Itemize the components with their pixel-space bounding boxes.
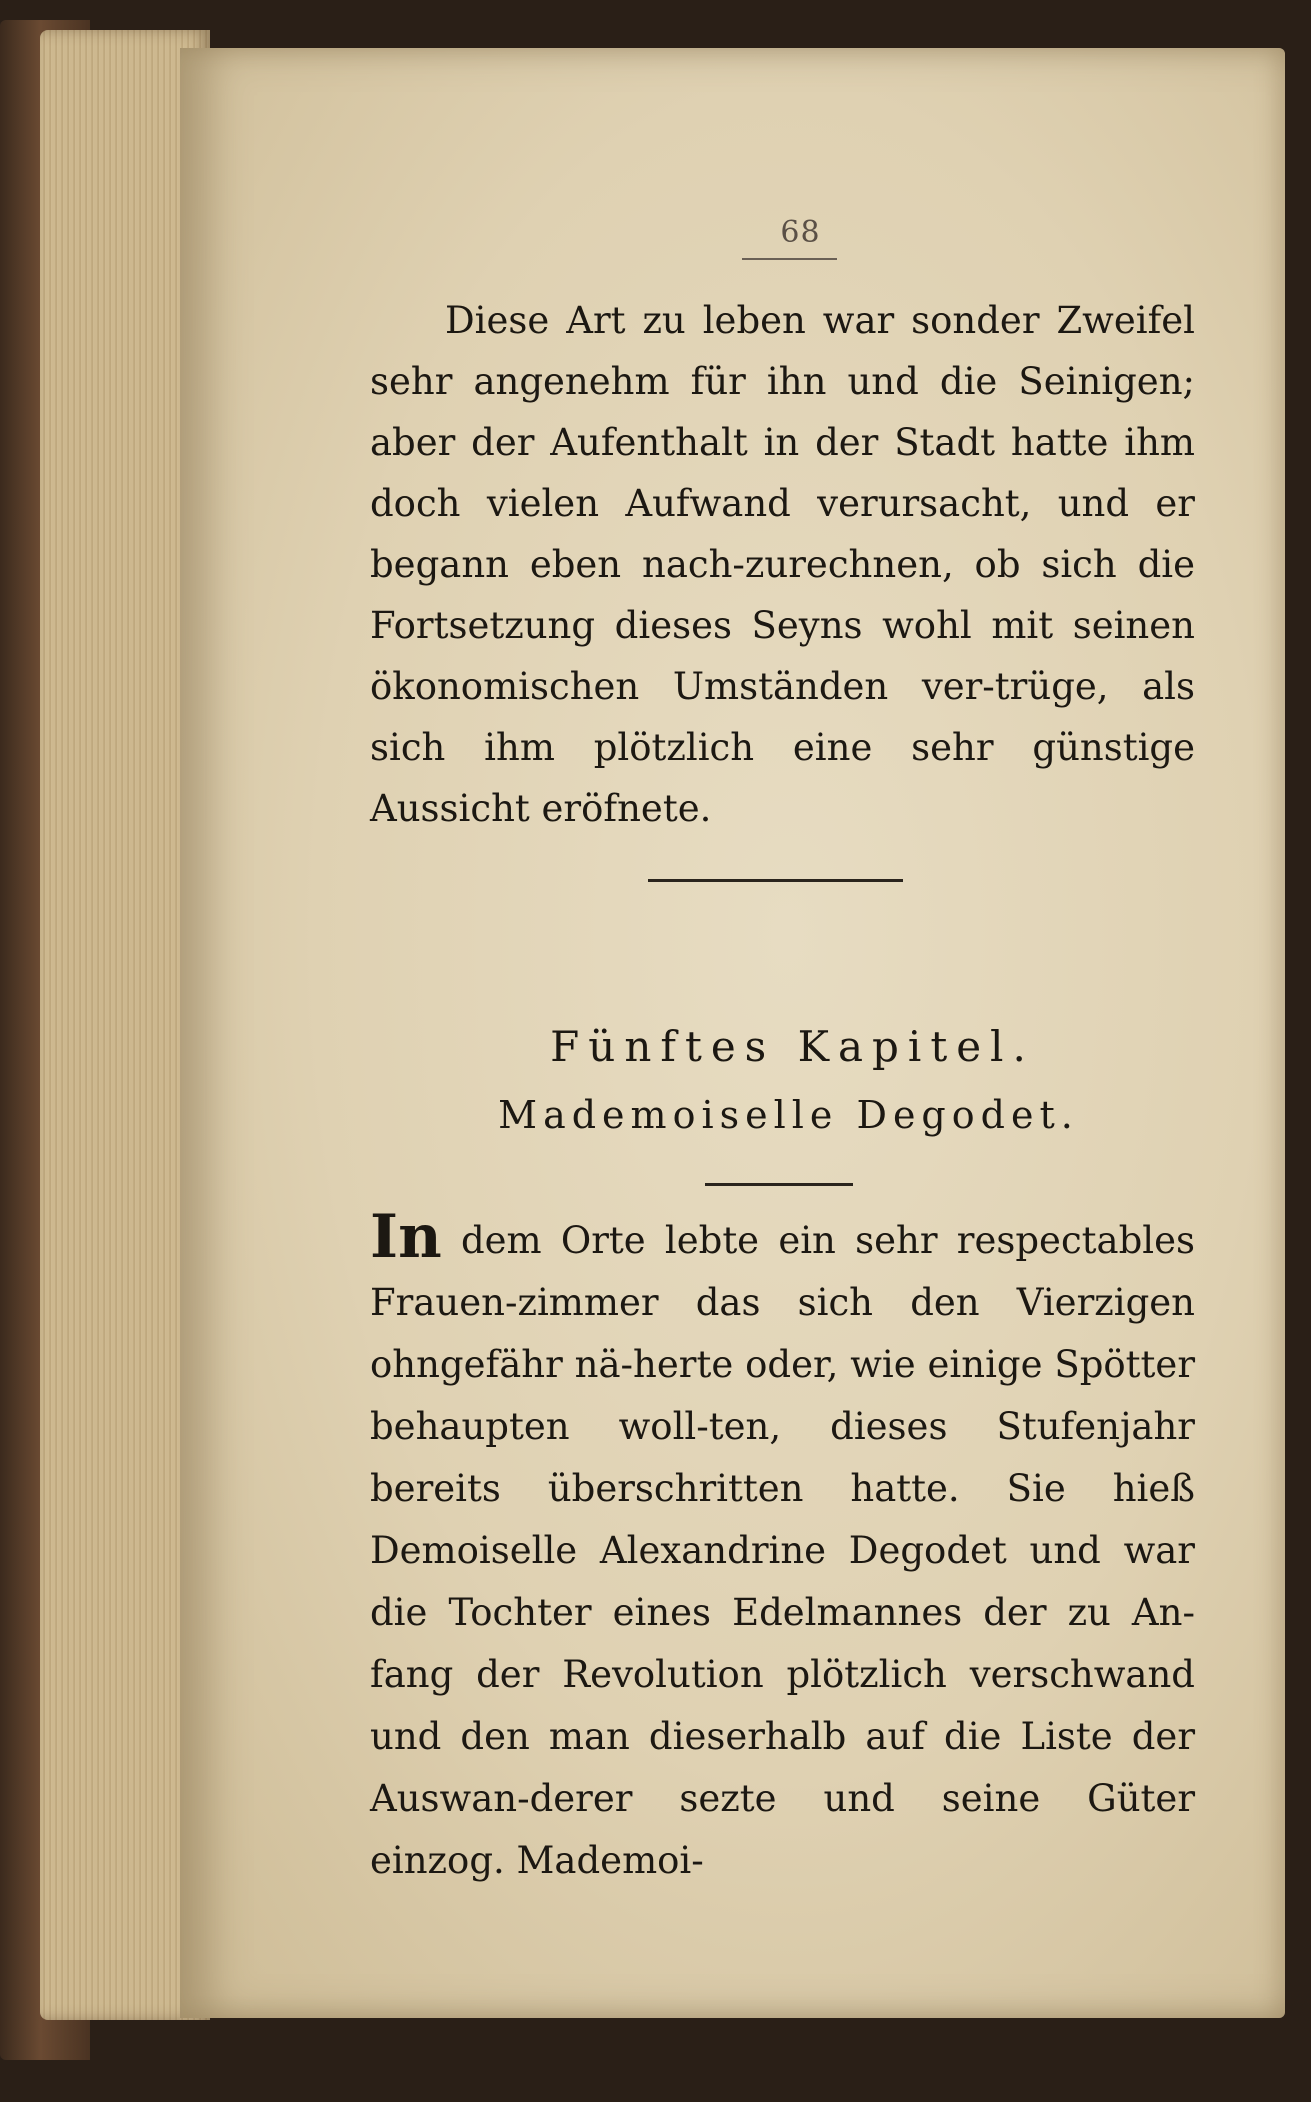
page-number: 68 (780, 215, 821, 250)
paragraph-2 (370, 1202, 1195, 1892)
chapter-subtitle: Mademoiselle Degodet. (498, 1093, 1079, 1137)
paragraph-1: Diese Art zu leben war sonder Zweifel sehr angenehm für ihn und die Seinigen; aber der Aufenthalt in der Stadt hatte ihm doch vielen Aufwand verursacht, und er begann eben nach-zurechnen, ob sich die Fortsetzung dieses Seyns wohl mit seinen ökonomischen Umständen ver-trüge, als sich ihm plötzlich eine sehr günstige Aussicht eröfnete. (370, 299, 1195, 830)
paragraph-2-text: dem Orte lebte ein sehr respectables Frauen-zimmer das sich den Vierzigen ohngefähr nä-herte oder, wie einige Spötter behaupten woll-ten, dieses Stufenjahr bereits überschritten hatte. Sie hieß Demoiselle Alexandrine Degodet und war die Tochter eines Edelmannes der zu An-fang der Revolution plötzlich verschwand und den man dieserhalb auf die Liste der Auswan-derer sezte und seine Güter einzog. Mademoi- (370, 1219, 1195, 1882)
subtitle-divider (705, 1183, 853, 1186)
section-divider (648, 879, 903, 882)
drop-cap: In (370, 1202, 442, 1272)
page-content (370, 215, 1195, 1892)
page-number-rule (742, 258, 837, 260)
chapter-title: Fünftes Kapitel. (550, 1022, 1035, 1071)
